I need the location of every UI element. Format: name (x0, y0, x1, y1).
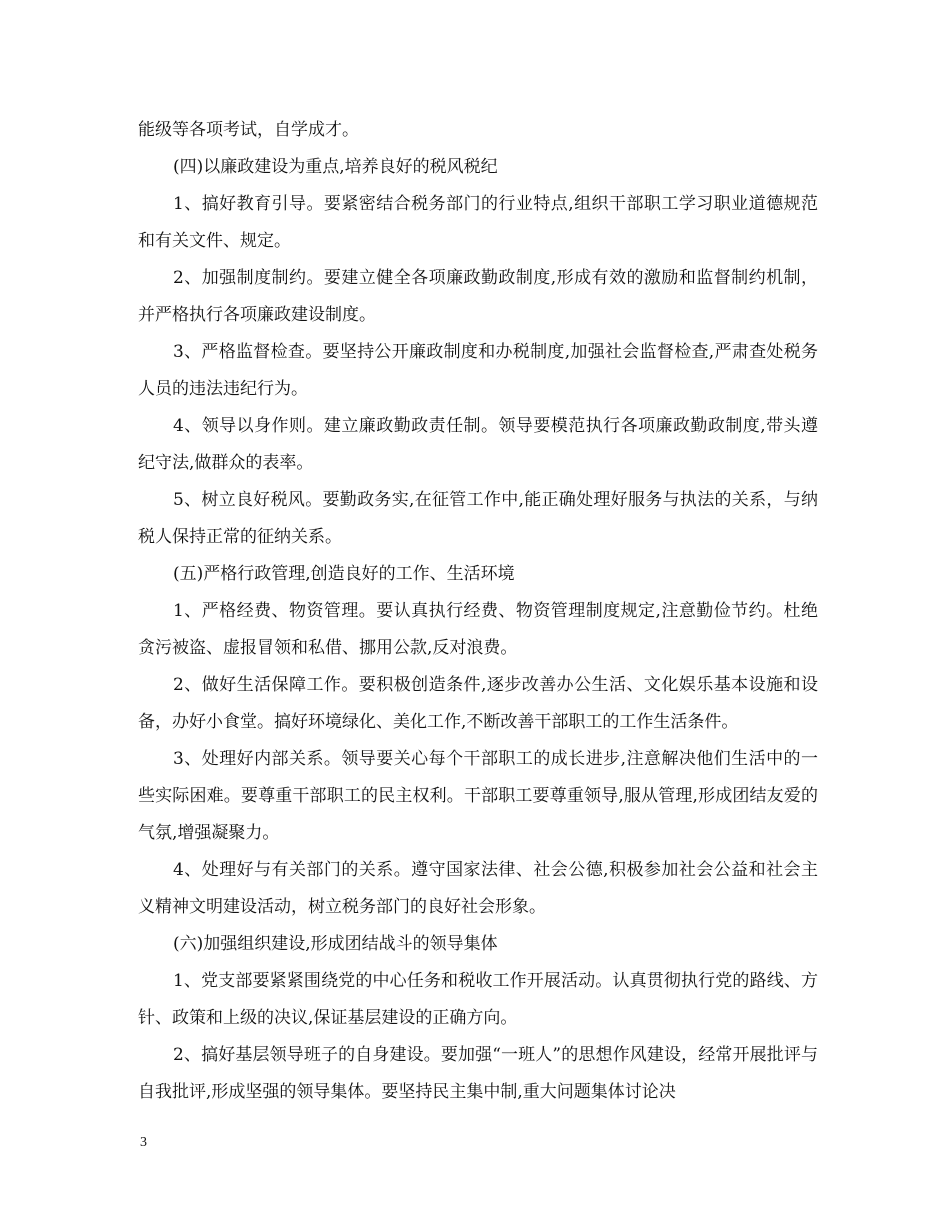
paragraph-item: 3、处理好内部关系。领导要关心每个干部职工的成长进步,注意解决他们生活中的一些实际困难。要尊重干部职工的民主权利。干部职工要尊重领导,服从管理,形成团结友爱的气氛,增强凝聚力。 (138, 749, 818, 843)
paragraph-item: 1、党支部要紧紧围绕党的中心任务和税收工作开展活动。认真贯彻执行党的路线、方针、政策和上级的决议,保证基层建设的正确方向。 (138, 971, 818, 1028)
section-heading-4: (四)以廉政建设为重点,培养良好的税风税纪 (173, 157, 498, 177)
paragraph-item: 1、搞好教育引导。要紧密结合税务部门的行业特点,组织干部职工学习职业道德规范和有关文件、规定。 (138, 194, 818, 251)
paragraph-item: 2、加强制度制约。要建立健全各项廉政勤政制度,形成有效的激励和监督制约机制，并严格执行各项廉政建设制度。 (138, 268, 818, 325)
section-heading-5: (五)严格行政管理,创造良好的工作、生活环境 (173, 564, 515, 584)
paragraph-continuation: 能级等各项考试，自学成才。 (138, 120, 359, 140)
paragraph-item: 4、处理好与有关部门的关系。遵守国家法律、社会公德,积极参加社会公益和社会主义精神文明建设活动，树立税务部门的良好社会形象。 (138, 860, 818, 917)
paragraph-item: 3、严格监督检查。要坚持公开廉政制度和办税制度,加强社会监督检查,严肃查处税务人员的违法违纪行为。 (138, 342, 818, 399)
paragraph-item: 2、做好生活保障工作。要积极创造条件,逐步改善办公生活、文化娱乐基本设施和设备，办好小食堂。搞好环境绿化、美化工作,不断改善干部职工的工作生活条件。 (138, 675, 818, 732)
paragraph-item: 2、搞好基层领导班子的自身建设。要加强“一班人”的思想作风建设，经常开展批评与自我批评,形成坚强的领导集体。要坚持民主集中制,重大问题集体讨论决 (138, 1045, 818, 1102)
paragraph-item: 4、领导以身作则。建立廉政勤政责任制。领导要模范执行各项廉政勤政制度,带头遵纪守法,做群众的表率。 (138, 416, 818, 473)
page-number: 3 (140, 1135, 147, 1150)
section-heading-6: (六)加强组织建设,形成团结战斗的领导集体 (173, 934, 498, 954)
paragraph-item: 5、树立良好税风。要勤政务实,在征管工作中,能正确处理好服务与执法的关系，与纳税人保持正常的征纳关系。 (138, 490, 818, 547)
paragraph-item: 1、严格经费、物资管理。要认真执行经费、物资管理制度规定,注意勤俭节约。杜绝贪污被盗、虚报冒领和私借、挪用公款,反对浪费。 (138, 601, 818, 658)
document-body (138, 112, 818, 1111)
